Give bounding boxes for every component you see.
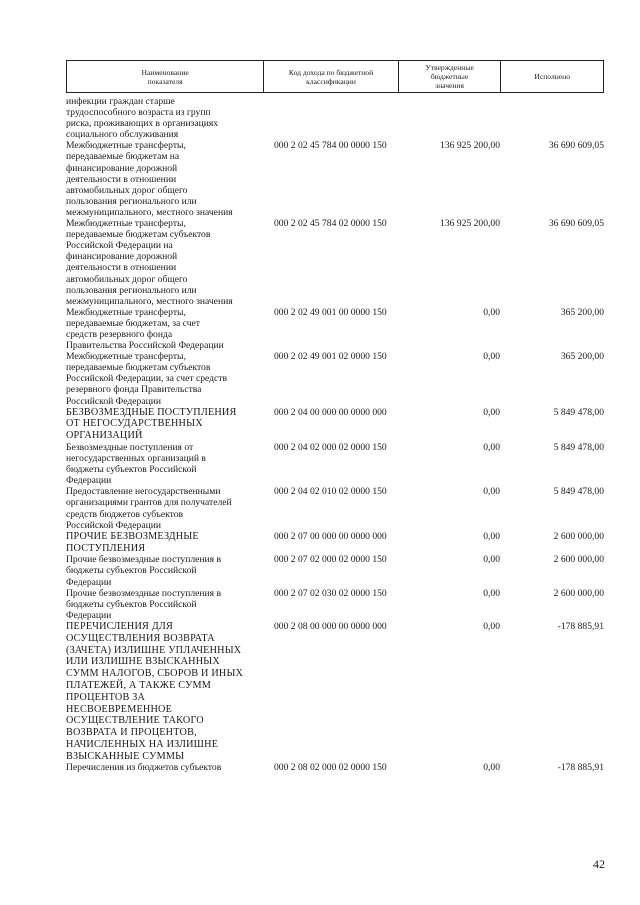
row-executed: 365 200,00 bbox=[560, 306, 604, 318]
row-name: Прочие безвозмездные поступления в бюджеты субъектов Российской Федерации bbox=[66, 554, 221, 588]
row-approved: 0,00 bbox=[483, 587, 500, 599]
table-row bbox=[66, 407, 604, 442]
row-name: ПЕРЕЧИСЛЕНИЯ ДЛЯ ОСУЩЕСТВЛЕНИЯ ВОЗВРАТА (ЗАЧЕТА) ИЗЛИШНЕ УПЛАЧЕННЫХ ИЛИ ИЗЛИШНЕ ВЗЫСКАННЫХ СУММ НАЛОГОВ, СБОРОВ И ИНЫХ ПЛАТЕЖЕЙ, А ТАКЖЕ СУММ ПРОЦЕНТОВ ЗА НЕСВОЕВРЕМЕННОЕ ОСУЩЕСТВЛЕНИЕ ТАКОГО ВОЗВРАТА И ПРОЦЕНТОВ, НАЧИСЛЕННЫХ НА ИЗЛИШНЕ ВЗЫСКАННЫЕ СУММЫ bbox=[66, 620, 244, 762]
row-name: Межбюджетные трансферты, передаваемые бюджетам на финансирование дорожной деятельности в отношении автомобильных дорог общего пользования регионального или межмуниципального, местного значения bbox=[66, 140, 233, 218]
table-row bbox=[66, 307, 604, 351]
row-code: 000 2 02 49 001 02 0000 150 bbox=[274, 351, 387, 363]
row-name: Безвозмездные поступления от негосударственных организаций в бюджеты субъектов Российской Федерации bbox=[66, 442, 206, 487]
row-executed: -178 885,91 bbox=[557, 620, 604, 632]
row-approved: 0,00 bbox=[483, 351, 500, 363]
table-header bbox=[66, 60, 604, 93]
row-executed: 36 690 609,05 bbox=[548, 218, 604, 230]
row-code: 000 2 08 00 000 00 0000 000 bbox=[274, 620, 387, 632]
row-code: 000 2 04 02 000 02 0000 150 bbox=[274, 442, 387, 454]
row-name: Предоставление негосударственными организациями грантов для получателей средств бюджетов субъектов Российской Федерации bbox=[66, 486, 232, 531]
row-executed: -178 885,91 bbox=[557, 762, 604, 774]
row-name: инфекции граждан старше трудоспособного возраста из групп риска, проживающих в организациях социального обслуживания bbox=[66, 96, 219, 141]
table-row bbox=[66, 531, 604, 555]
row-code: 000 2 02 49 001 00 0000 150 bbox=[274, 306, 387, 318]
table-row bbox=[66, 140, 604, 218]
row-approved: 0,00 bbox=[483, 554, 500, 566]
row-executed: 2 600 000,00 bbox=[553, 530, 604, 542]
row-approved: 136 925 200,00 bbox=[440, 140, 500, 152]
row-approved: 0,00 bbox=[483, 406, 500, 418]
page-number: 42 bbox=[593, 857, 605, 871]
row-code: 000 2 07 00 000 00 0000 000 bbox=[274, 530, 387, 542]
header-name: Наименование показателя bbox=[67, 61, 264, 92]
row-executed: 2 600 000,00 bbox=[553, 554, 604, 566]
table-row bbox=[66, 621, 604, 763]
table-row bbox=[66, 442, 604, 486]
header-approved: Утвержденные бюджетные значения bbox=[399, 61, 502, 92]
row-executed bbox=[500, 96, 604, 140]
row-approved: 0,00 bbox=[483, 442, 500, 454]
table-row bbox=[66, 96, 604, 140]
table-row bbox=[66, 351, 604, 406]
row-code bbox=[266, 96, 411, 140]
row-name: Межбюджетные трансферты, передаваемые бюджетам, за счет средств резервного фонда Правительства Российской Федерации bbox=[66, 306, 224, 352]
table-row bbox=[66, 588, 604, 621]
row-approved bbox=[411, 96, 500, 140]
row-executed: 5 849 478,00 bbox=[553, 442, 604, 454]
row-code: 000 2 07 02 000 02 0000 150 bbox=[274, 554, 387, 566]
table-row bbox=[66, 762, 604, 773]
row-approved: 0,00 bbox=[483, 306, 500, 318]
row-code: 000 2 04 00 000 00 0000 000 bbox=[274, 406, 387, 418]
table-row bbox=[66, 486, 604, 530]
row-approved: 0,00 bbox=[483, 486, 500, 498]
row-code: 000 2 08 02 000 02 0000 150 bbox=[274, 762, 387, 774]
row-code: 000 2 04 02 010 02 0000 150 bbox=[274, 486, 387, 498]
row-code: 000 2 02 45 784 02 0000 150 bbox=[274, 218, 387, 230]
table-row bbox=[66, 218, 604, 307]
row-code: 000 2 07 02 030 02 0000 150 bbox=[274, 587, 387, 599]
row-executed: 2 600 000,00 bbox=[553, 587, 604, 599]
row-name: Межбюджетные трансферты, передаваемые бюджетам субъектов Российской Федерации на финансирование дорожной деятельности в отношении автомобильных дорог общего пользования регионального или межмуниципального, местного значения bbox=[66, 218, 233, 307]
row-executed: 5 849 478,00 bbox=[553, 486, 604, 498]
row-name: Межбюджетные трансферты, передаваемые бюджетам субъектов Российской Федерации, за счет средств резервного фонда Правительства Российской Федерации bbox=[66, 351, 228, 407]
row-code: 000 2 02 45 784 00 0000 150 bbox=[274, 140, 387, 152]
row-name: БЕЗВОЗМЕЗДНЫЕ ПОСТУПЛЕНИЯ ОТ НЕГОСУДАРСТВЕННЫХ ОРГАНИЗАЦИЙ bbox=[66, 406, 237, 442]
header-executed: Исполнено bbox=[534, 72, 571, 81]
row-name: Прочие безвозмездные поступления в бюджеты субъектов Российской Федерации bbox=[66, 587, 221, 621]
row-name: ПРОЧИЕ БЕЗВОЗМЕЗДНЫЕ ПОСТУПЛЕНИЯ bbox=[66, 530, 199, 554]
row-approved: 0,00 bbox=[483, 762, 500, 774]
row-executed: 365 200,00 bbox=[560, 351, 604, 363]
row-name: Перечисления из бюджетов субъектов bbox=[66, 762, 222, 774]
row-executed: 36 690 609,05 bbox=[548, 140, 604, 152]
table-body bbox=[66, 96, 604, 774]
row-approved: 0,00 bbox=[483, 530, 500, 542]
row-executed: 5 849 478,00 bbox=[553, 406, 604, 418]
row-approved: 0,00 bbox=[483, 620, 500, 632]
header-code: Код дохода по бюджетной классификации bbox=[264, 61, 399, 92]
table-row bbox=[66, 554, 604, 587]
row-approved: 136 925 200,00 bbox=[440, 218, 500, 230]
